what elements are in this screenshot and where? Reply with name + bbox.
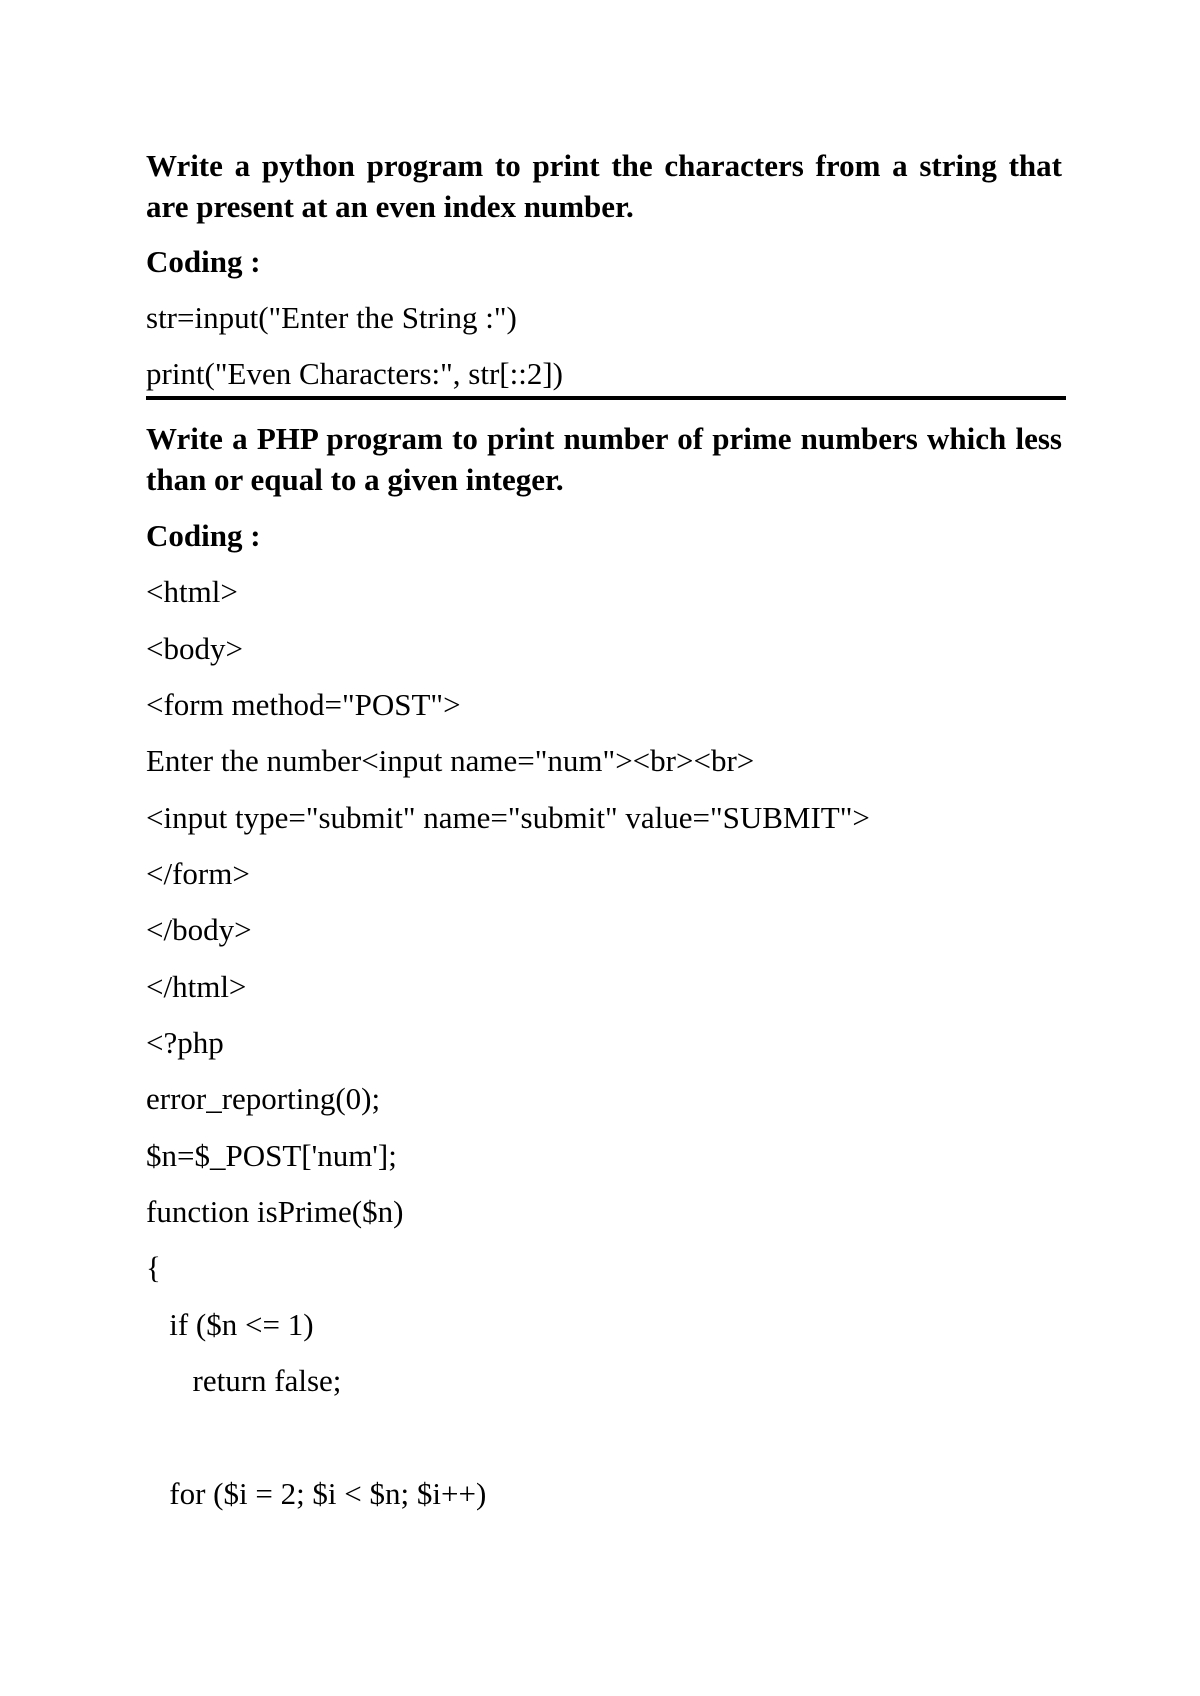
code-line: str=input("Enter the String :") — [146, 300, 517, 335]
code-line: Enter the number<input name="num"><br><br> — [146, 743, 755, 778]
code-line: <form method="POST"> — [146, 687, 461, 722]
code-line: <input type="submit" name="submit" value="SUBMIT"> — [146, 800, 870, 835]
code-line: error_reporting(0); — [146, 1081, 381, 1116]
code-line: print("Even Characters:", str[::2]) — [146, 356, 563, 391]
php-coding-label: Coding : — [146, 518, 261, 553]
php-question: Write a PHP program to print number of prime numbers which less than or equal to a given integer. — [146, 421, 1062, 497]
code-line: <body> — [146, 631, 243, 666]
python-question: Write a python program to print the characters from a string that are present at an even index number. — [146, 148, 1062, 224]
code-line: </body> — [146, 912, 252, 947]
python-coding-label: Coding : — [146, 244, 261, 279]
code-line: for ($i = 2; $i < $n; $i++) — [146, 1476, 487, 1511]
code-line: </html> — [146, 969, 247, 1004]
code-line: function isPrime($n) — [146, 1194, 404, 1229]
code-line: return false; — [146, 1363, 342, 1398]
document-page — [146, 0, 1066, 1696]
section-divider — [146, 396, 1066, 400]
code-line: { — [146, 1250, 161, 1285]
code-line: $n=$_POST['num']; — [146, 1138, 397, 1173]
code-line: if ($n <= 1) — [146, 1307, 314, 1342]
code-line: <html> — [146, 574, 238, 609]
code-line: </form> — [146, 856, 250, 891]
code-line: <?php — [146, 1025, 224, 1060]
